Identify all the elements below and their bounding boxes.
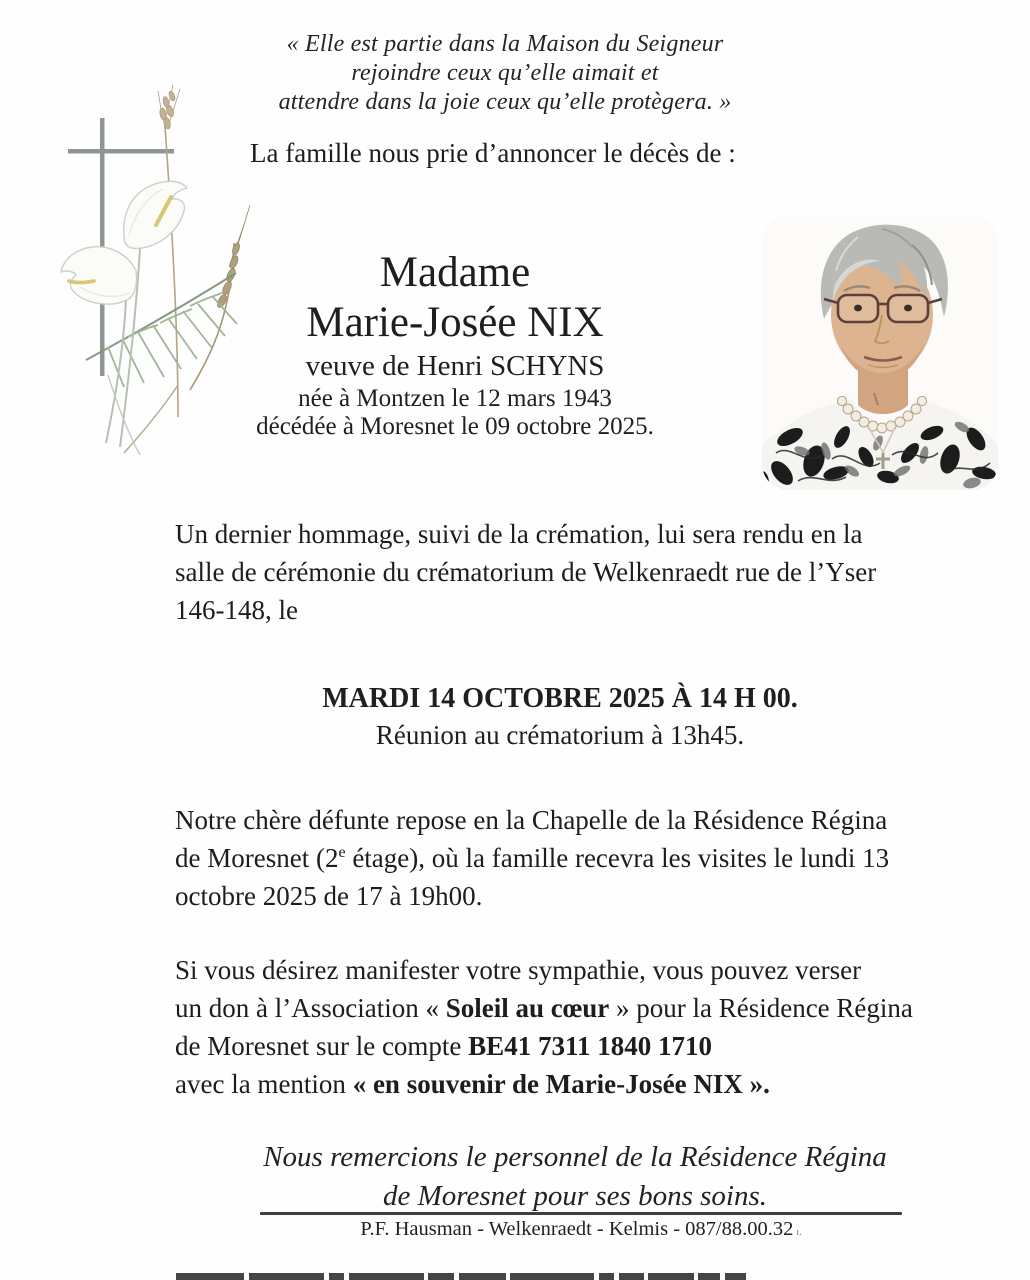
cross-icon [68,118,174,376]
deceased-widow-line: veuve de Henri SCHYNS [305,350,605,382]
ceremony-datetime [175,680,945,754]
ceremony-meeting: Réunion au crématorium à 13h45. [375,720,745,750]
footer-divider [260,1212,902,1215]
ceremony-line-2: salle de cérémonie du crématorium de Welkenraedt rue de l’Yser [175,557,877,587]
scan-artifact-bar [176,1273,746,1280]
quote-line-2: rejoindre ceux qu’elle aimait et [351,60,659,86]
announcement-line: La famille nous prie d’annoncer le décès de : [250,138,736,168]
closing-line-1: Nous remercions le personnel de la Résidence Régina [263,1141,887,1173]
quote-line-1: « Elle est partie dans la Maison du Seigneur [286,31,724,57]
bank-account-number: BE41 7311 1840 1710 [468,1031,712,1061]
donation-line-4: avec la mention « en souvenir de Marie-Josée NIX ». [175,1069,770,1099]
visitation-line-1: Notre chère défunte repose en la Chapelle de la Résidence Régina [175,805,888,835]
closing-line-2: de Moresnet pour ses bons soins. [383,1180,767,1212]
donation-line-3: de Moresnet sur le compte BE41 7311 1840 1710 [175,1031,712,1061]
association-name: Soleil au cœur [445,993,610,1023]
visitation-line-2: de Moresnet (2e étage), où la famille recevra les visites le lundi 13 [175,843,890,873]
ceremony-paragraph [175,515,955,629]
donation-line-2: un don à l’Association « Soleil au cœur » pour la Résidence Régina [175,993,913,1023]
visitation-line-3: octobre 2025 de 17 à 19h00. [175,881,483,911]
deceased-name: Marie-Josée NIX [306,299,604,346]
footnote-mark: ı. [796,1227,802,1238]
donation-mention: « en souvenir de Marie-Josée NIX ». [352,1069,770,1099]
calla-lily-icon [124,181,187,248]
deceased-birth-line: née à Montzen le 12 mars 1943 [298,385,612,412]
donation-line-1: Si vous désirez manifester votre sympathie, vous pouvez verser [175,955,862,985]
donation-paragraph [175,951,985,1103]
ceremony-line-3: 146-148, le [175,595,298,625]
deceased-info [175,248,735,441]
deceased-title: Madame [379,249,531,296]
closing-thanks [250,1138,900,1216]
portrait-photo [762,215,998,490]
quote-line-3: attendre dans la joie ceux qu’elle protègera. » [278,89,732,115]
ceremony-date: MARDI 14 OCTOBRE 2025 À 14 H 00. [322,683,798,714]
calla-lily-icon [61,247,137,304]
funeral-home-footer [260,1218,902,1241]
deceased-death-line: décédée à Moresnet le 09 octobre 2025. [256,413,654,440]
funeral-home-contact: P.F. Hausman - Welkenraedt - Kelmis - 087/88.00.32 [360,1218,794,1240]
ceremony-line-1: Un dernier hommage, suivi de la crémation, lui sera rendu en la [175,519,863,549]
visitation-paragraph [175,801,975,915]
